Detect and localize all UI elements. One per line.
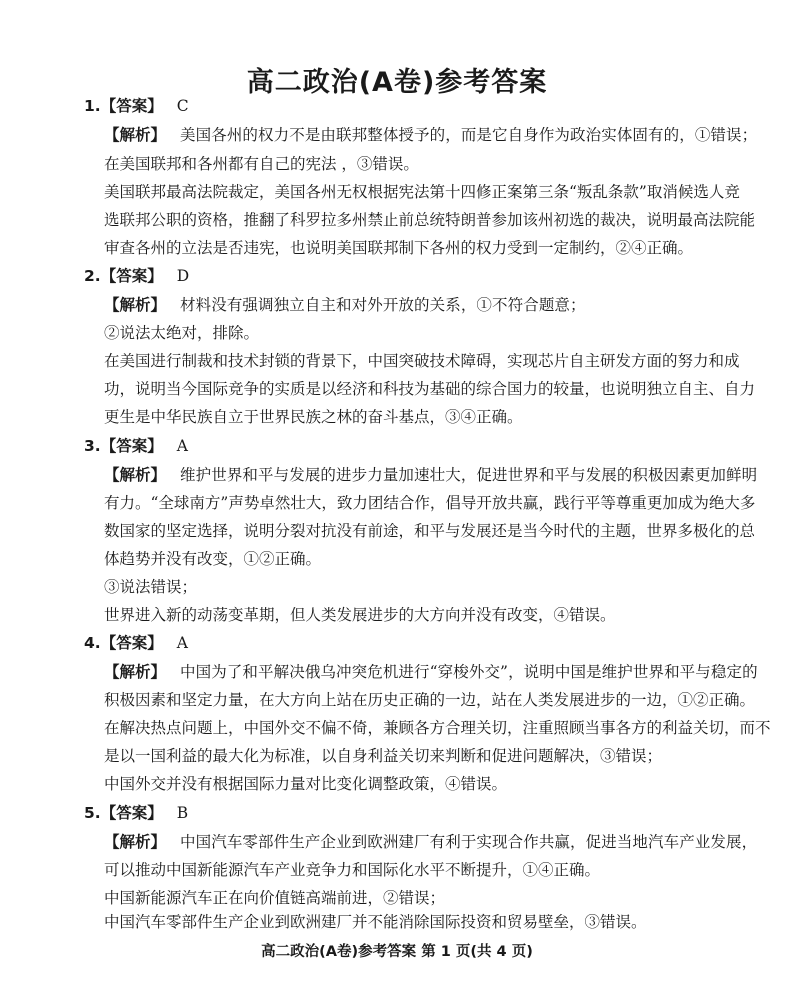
analysis-line: 积极因素和坚定力量，在大方向上站在历史正确的一边，站在人类发展进步的一边，①②正确。 [104, 691, 756, 709]
analysis-line: 更生是中华民族自立于世界民族之林的奋斗基点，③④正确。 [104, 408, 523, 426]
question-4-answer [84, 633, 188, 653]
question-number: 2. [84, 267, 101, 285]
question-3-answer [84, 436, 188, 456]
question-number: 5. [84, 804, 101, 822]
analysis-line: 维护世界和平与发展的进步力量加速壮大，促进世界和平与发展的积极因素更加鲜明 [180, 466, 758, 484]
analysis-line: 美国联邦最高法院裁定，美国各州无权根据宪法第十四修正案第三条“叛乱条款”取消候选人竞 [104, 183, 740, 201]
analysis-line: ②说法太绝对，排除。 [104, 324, 260, 342]
answer-tag: 【答案】 [100, 267, 163, 285]
analysis-line: 在美国进行制裁和技术封锁的背景下，中国突破技术障碍，实现芯片自主研发方面的努力和成 [104, 352, 740, 370]
question-number: 3. [84, 437, 101, 455]
analysis-line: 体趋势并没有改变，①②正确。 [104, 550, 322, 568]
analysis-line: 中国新能源汽车正在向价值链高端前进，②错误； [104, 889, 446, 907]
question-4-analysis [104, 662, 758, 682]
answer-tag: 【答案】 [100, 437, 163, 455]
analysis-line: 是以一国利益的最大化为标准，以自身利益关切来判断和促进问题解决，③错误； [104, 747, 663, 765]
analysis-line: 功，说明当今国际竞争的实质是以经济和科技为基础的综合国力的较量，也说明独立自主、自力 [104, 380, 756, 398]
answer-tag: 【答案】 [100, 97, 163, 115]
answer-tag: 【答案】 [100, 804, 163, 822]
question-5-analysis [104, 832, 757, 852]
analysis-line: 可以推动中国新能源汽车产业竞争力和国际化水平不断提升，①④正确。 [104, 861, 601, 879]
question-3-analysis [104, 465, 757, 485]
analysis-line: 中国外交并没有根据国际力量对比变化调整政策，④错误。 [104, 775, 508, 793]
question-number: 1. [84, 97, 101, 115]
question-2-answer [84, 266, 189, 286]
analysis-line: ③说法错误； [104, 578, 198, 596]
page-title: 高二政治(A卷)参考答案 [246, 67, 548, 98]
analysis-tag: 【解析】 [104, 126, 167, 144]
analysis-line: 中国汽车零部件生产企业到欧洲建厂有利于实现合作共赢，促进当地汽车产业发展， [180, 833, 758, 851]
answer-value: C [176, 97, 189, 115]
analysis-line: 材料没有强调独立自主和对外开放的关系，①不符合题意； [180, 296, 586, 314]
answer-value: D [176, 267, 190, 285]
analysis-line: 有力。“全球南方”声势卓然壮大，致力团结合作，倡导开放共赢，践行平等尊重更加成为绝大多 [104, 494, 756, 512]
analysis-tag: 【解析】 [104, 466, 167, 484]
question-1-analysis [104, 125, 757, 145]
analysis-line: 中国为了和平解决俄乌冲突危机进行“穿梭外交”，说明中国是维护世界和平与稳定的 [180, 663, 758, 681]
question-5-answer [84, 803, 188, 823]
analysis-tag: 【解析】 [104, 663, 167, 681]
answer-value: A [176, 437, 188, 455]
answer-value: A [176, 634, 188, 652]
analysis-line: 美国各州的权力不是由联邦整体授予的，而是它自身作为政治实体固有的，①错误； [180, 126, 758, 144]
question-number: 4. [84, 634, 101, 652]
analysis-tag: 【解析】 [104, 296, 167, 314]
analysis-line: 审查各州的立法是否违宪，也说明美国联邦制下各州的权力受到一定制约，②④正确。 [104, 239, 694, 257]
question-2-analysis [104, 295, 586, 315]
analysis-line: 在解决热点问题上，中国外交不偏不倚，兼顾各方合理关切，注重照顾当事各方的利益关切，而不 [104, 719, 771, 737]
page-footer: 高二政治(A卷)参考答案 第 1 页(共 4 页) [261, 944, 533, 960]
analysis-line: 世界进入新的动荡变革期，但人类发展进步的大方向并没有改变，④错误。 [104, 606, 616, 624]
analysis-line: 在美国联邦和各州都有自己的宪法 ，③错误。 [104, 155, 419, 173]
analysis-line: 选联邦公职的资格，推翻了科罗拉多州禁止前总统特朗普参加该州初选的裁决，说明最高法院能 [104, 211, 756, 229]
analysis-line: 中国汽车零部件生产企业到欧洲建厂并不能消除国际投资和贸易壁垒，③错误。 [104, 913, 647, 931]
answer-value: B [176, 804, 189, 822]
analysis-tag: 【解析】 [104, 833, 167, 851]
answer-tag: 【答案】 [100, 634, 163, 652]
question-1-answer [84, 96, 189, 116]
analysis-line: 数国家的坚定选择，说明分裂对抗没有前途，和平与发展还是当今时代的主题，世界多极化的总 [104, 522, 756, 540]
